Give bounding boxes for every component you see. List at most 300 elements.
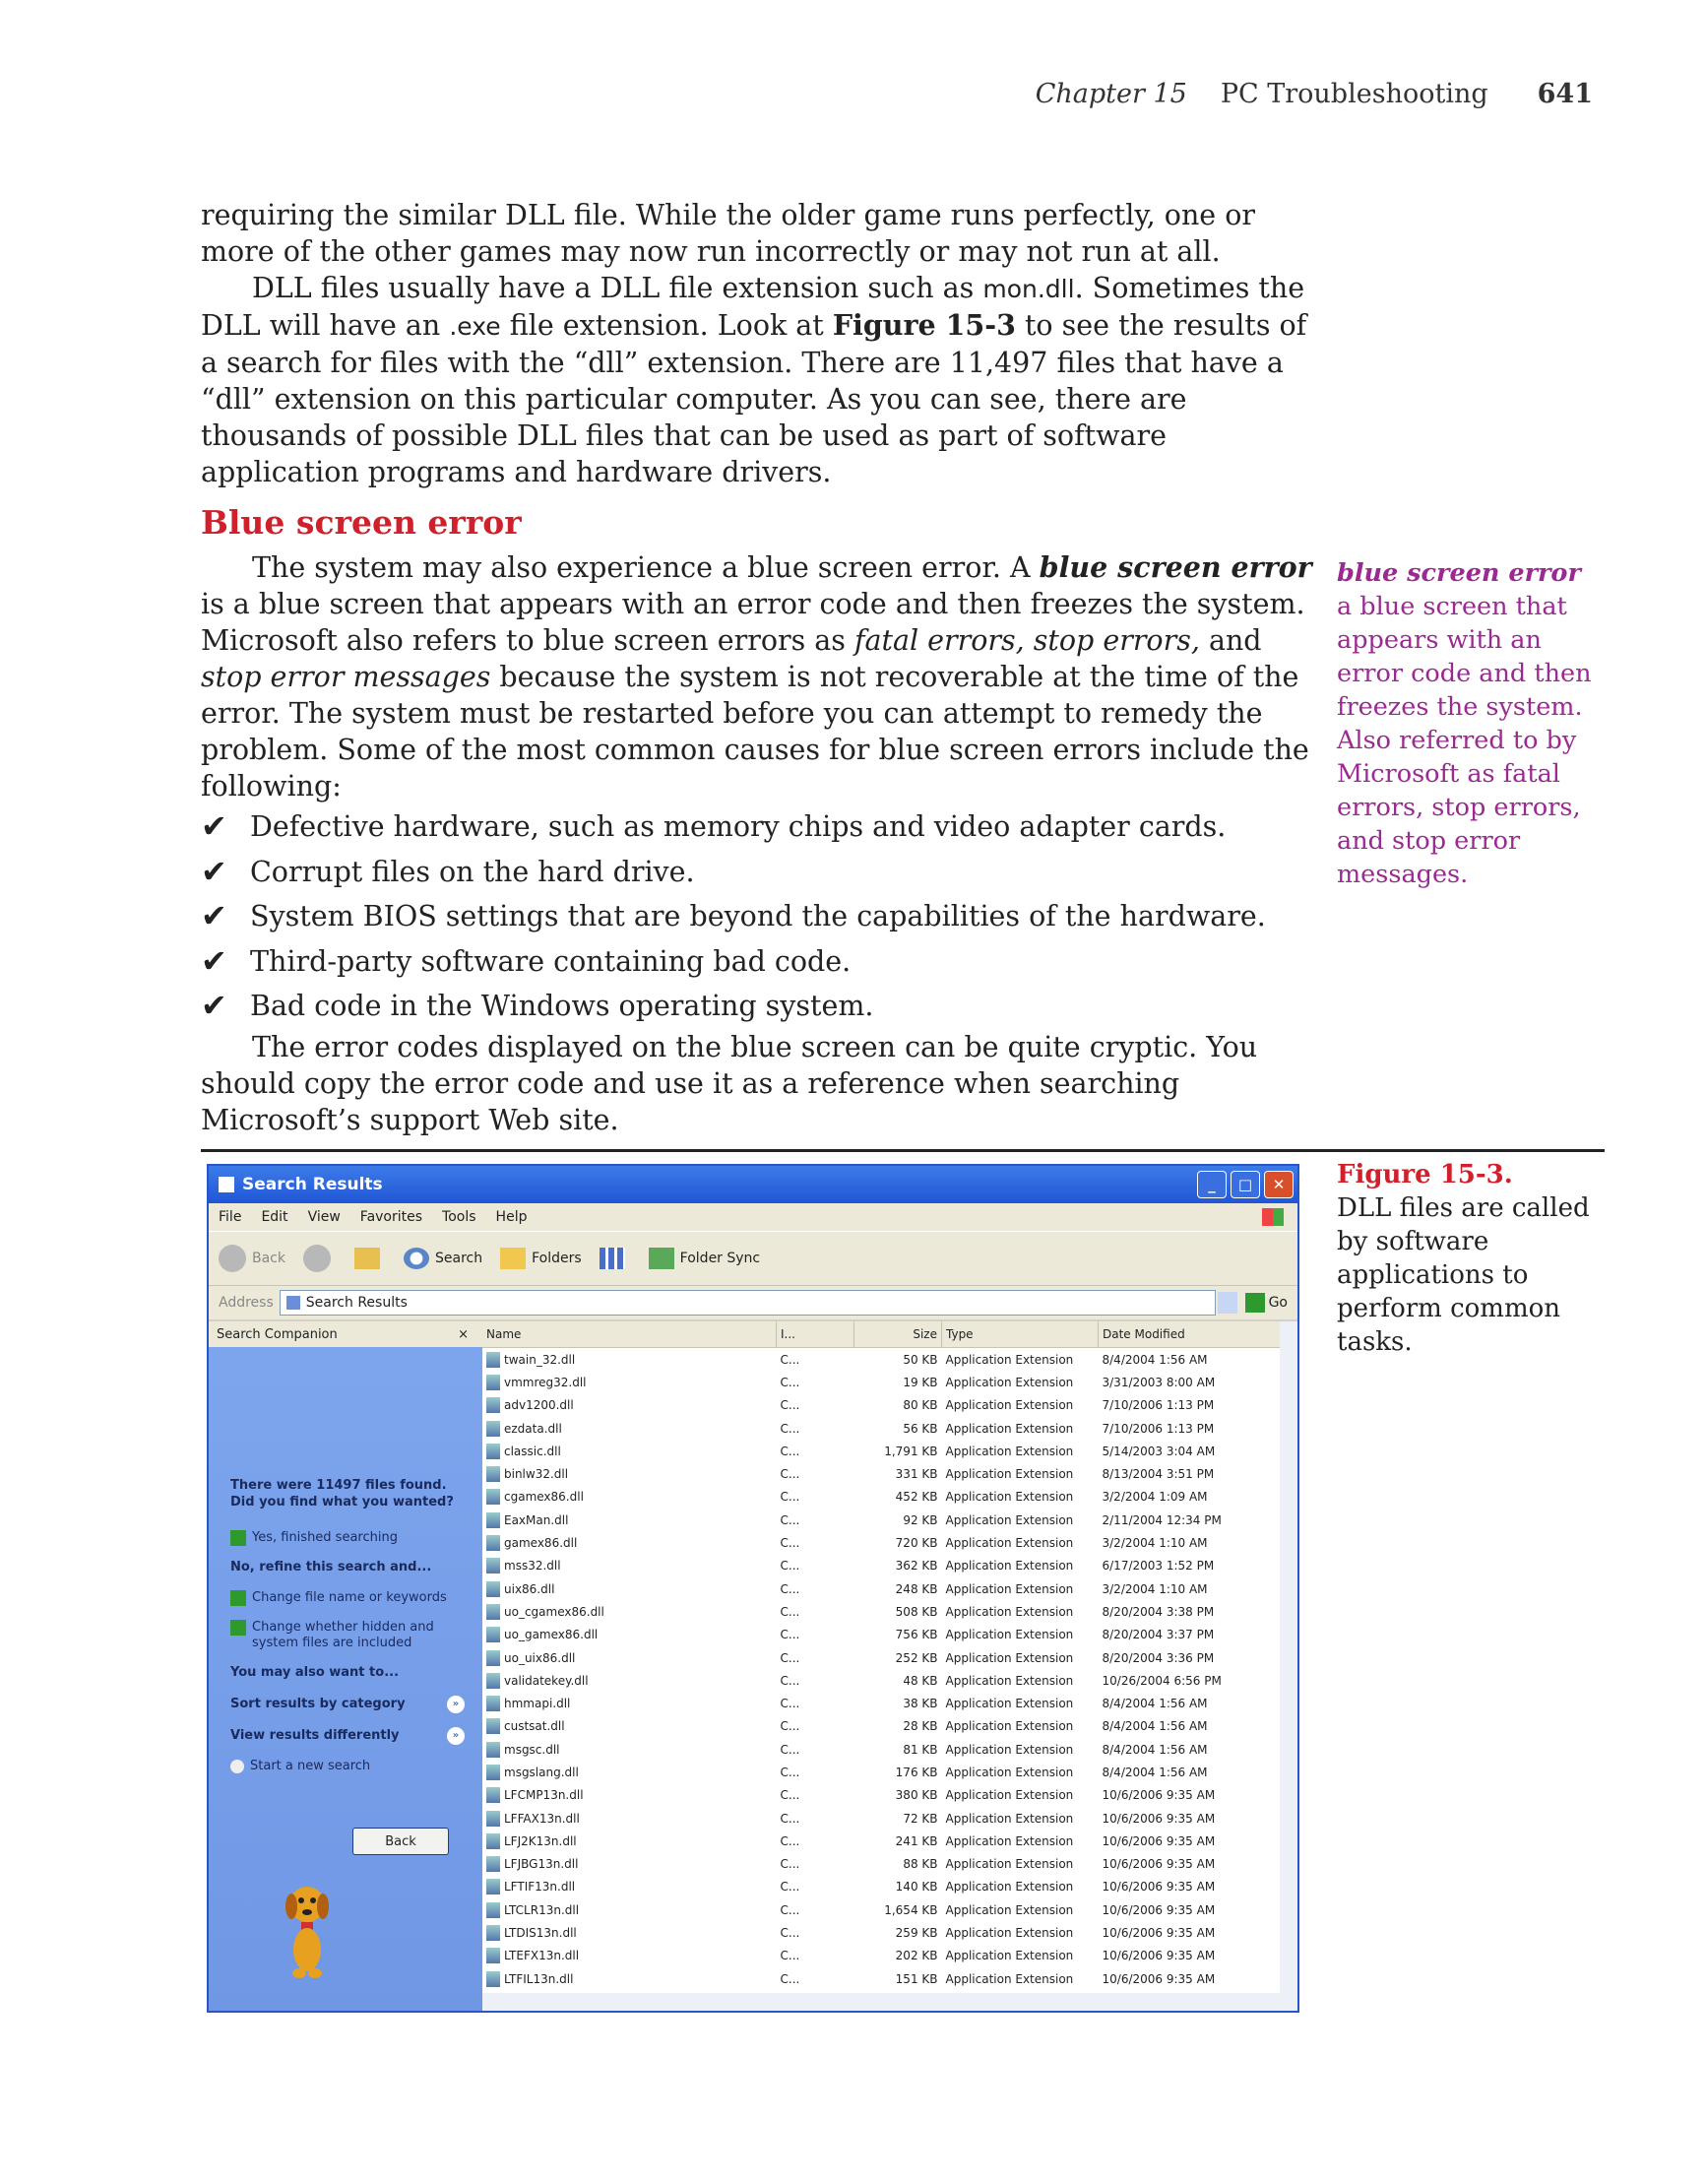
date-cell: 5/14/2003 3:04 AM xyxy=(1102,1444,1216,1458)
file-name: cgamex86.dll xyxy=(504,1490,584,1505)
size-cell: 380 KB xyxy=(895,1788,938,1803)
in-folder-cell: C... xyxy=(780,1971,800,1986)
key-term: blue screen error xyxy=(1039,550,1312,584)
type-cell: Application Extension xyxy=(945,1444,1074,1458)
menu-favorites[interactable]: Favorites xyxy=(359,1209,423,1225)
go-label: Go xyxy=(1268,1295,1288,1311)
table-header-row xyxy=(482,1321,1285,1348)
bullet-text: System BIOS settings that are beyond the capabilities of the hardware. xyxy=(250,900,1266,933)
size-cell: 56 KB xyxy=(903,1421,938,1436)
dll-file-icon xyxy=(486,1375,500,1390)
size-cell: 1,791 KB xyxy=(884,1444,938,1458)
dll-file-icon xyxy=(486,1466,500,1482)
file-name: uo_gamex86.dll xyxy=(504,1628,599,1642)
table-row[interactable] xyxy=(482,1715,1285,1738)
file-name-cell xyxy=(482,1462,776,1485)
type-cell: Application Extension xyxy=(945,1857,1074,1872)
table-row[interactable] xyxy=(482,1600,1285,1623)
check-icon: ✔ xyxy=(201,852,227,890)
companion-title: Search Companion xyxy=(217,1326,338,1342)
menu-view[interactable]: View xyxy=(307,1209,341,1225)
dll-file-icon xyxy=(486,1581,500,1597)
sort-results-option[interactable] xyxy=(230,1696,465,1713)
in-folder-cell: C... xyxy=(780,1628,800,1642)
view-results-label: View results differently xyxy=(230,1728,400,1743)
check-icon: ✔ xyxy=(201,987,227,1025)
go-button[interactable] xyxy=(1245,1293,1288,1313)
type-cell: Application Extension xyxy=(945,1742,1074,1757)
address-dropdown-icon[interactable] xyxy=(1218,1292,1237,1314)
date-cell: 10/6/2006 9:35 AM xyxy=(1102,1857,1216,1872)
date-cell: 10/26/2004 6:56 PM xyxy=(1102,1673,1222,1688)
p3-text-a: The system may also experience a blue screen error. A xyxy=(252,551,1040,584)
go-arrow-icon xyxy=(1245,1293,1265,1313)
check-icon: ✔ xyxy=(201,941,227,980)
size-cell: 151 KB xyxy=(895,1971,938,1986)
bullet-text: Corrupt files on the hard drive. xyxy=(250,855,695,888)
caption-label: Figure 15-3. xyxy=(1337,1160,1513,1189)
dll-file-icon xyxy=(486,1421,500,1437)
p3-italic-2: stop error messages xyxy=(201,661,491,693)
size-cell: 362 KB xyxy=(895,1559,938,1574)
file-name-cell xyxy=(482,1692,776,1714)
dll-file-icon xyxy=(486,1535,500,1551)
menu-edit[interactable]: Edit xyxy=(261,1209,288,1225)
windows-logo-icon xyxy=(1262,1208,1284,1226)
type-cell: Application Extension xyxy=(945,1788,1074,1803)
menu-file[interactable]: File xyxy=(219,1209,242,1225)
window-icon xyxy=(219,1177,234,1192)
paragraph-4: The error codes displayed on the blue screen can be quite cryptic. You should copy the error code and use it as a reference when searching Microsoft’s support Web site. xyxy=(201,1030,1258,1136)
address-folder-icon xyxy=(286,1296,300,1310)
check-icon: ✔ xyxy=(201,897,227,935)
file-name-cell xyxy=(482,1761,776,1783)
dll-file-icon xyxy=(486,1444,500,1459)
toolbar xyxy=(209,1231,1297,1285)
horizontal-scrollbar[interactable] xyxy=(482,1993,1280,2011)
view-results-option[interactable] xyxy=(230,1727,465,1745)
type-cell: Application Extension xyxy=(945,1581,1074,1596)
date-cell: 3/2/2004 1:10 AM xyxy=(1102,1581,1208,1596)
type-cell: Application Extension xyxy=(945,1559,1074,1574)
file-name: msgslang.dll xyxy=(504,1765,579,1779)
refine-heading: No, refine this search and... xyxy=(230,1560,432,1574)
size-cell: 331 KB xyxy=(895,1467,938,1482)
dll-file-icon xyxy=(486,1397,500,1413)
change-hidden-option[interactable] xyxy=(230,1620,465,1651)
file-name-cell xyxy=(482,1531,776,1554)
date-cell: 10/6/2006 9:35 AM xyxy=(1102,1833,1216,1848)
bullet-list xyxy=(201,804,1313,1029)
size-cell: 756 KB xyxy=(895,1628,938,1642)
dll-file-icon xyxy=(486,1696,500,1711)
file-name-cell xyxy=(482,1967,776,1990)
table-row[interactable] xyxy=(482,1577,1285,1600)
dll-file-icon xyxy=(486,1925,500,1941)
folder-sync-button[interactable] xyxy=(649,1248,760,1269)
folder-sync-icon xyxy=(649,1248,674,1269)
in-folder-cell: C... xyxy=(780,1902,800,1917)
file-name-cell xyxy=(482,1715,776,1738)
file-name: EaxMan.dll xyxy=(504,1512,569,1527)
type-cell: Application Extension xyxy=(945,1811,1074,1826)
results-table xyxy=(482,1321,1285,1990)
close-button[interactable]: ✕ xyxy=(1264,1171,1294,1198)
table-row[interactable] xyxy=(482,1784,1285,1807)
table-row[interactable] xyxy=(482,1738,1285,1761)
type-cell: Application Extension xyxy=(945,1490,1074,1505)
companion-back-button[interactable]: Back xyxy=(352,1828,449,1855)
column-type[interactable]: Type xyxy=(942,1321,1099,1348)
dll-file-icon xyxy=(486,1650,500,1666)
file-name-cell xyxy=(482,1555,776,1577)
in-folder-cell: C... xyxy=(780,1375,800,1389)
file-name: adv1200.dll xyxy=(504,1398,574,1413)
results-question: There were 11497 files found. Did you find what you wanted? xyxy=(230,1478,454,1510)
column-date-modified[interactable]: Date Modified xyxy=(1099,1321,1285,1348)
dll-file-icon xyxy=(486,1718,500,1734)
menu-tools[interactable]: Tools xyxy=(442,1209,476,1225)
type-cell: Application Extension xyxy=(945,1697,1074,1711)
size-cell: 92 KB xyxy=(903,1512,938,1527)
table-row[interactable] xyxy=(482,1555,1285,1577)
table-row[interactable] xyxy=(482,1462,1285,1485)
address-value: Search Results xyxy=(305,1295,408,1311)
table-row[interactable] xyxy=(482,1921,1285,1944)
file-name-cell xyxy=(482,1440,776,1462)
p2-text-c: file extension. Look at xyxy=(500,309,833,342)
dll-file-icon xyxy=(486,1765,500,1780)
search-dog-icon xyxy=(278,1873,337,1981)
size-cell: 720 KB xyxy=(895,1536,938,1551)
table-row[interactable] xyxy=(482,1348,1285,1372)
table-row[interactable] xyxy=(482,1761,1285,1783)
file-name: LFFAX13n.dll xyxy=(504,1811,580,1826)
list-item xyxy=(201,984,1313,1029)
file-name: LFJ2K13n.dll xyxy=(504,1833,577,1848)
in-folder-cell: C... xyxy=(780,1673,800,1688)
file-name-cell xyxy=(482,1830,776,1852)
date-cell: 8/4/2004 1:56 AM xyxy=(1102,1742,1208,1757)
p3-text-d: because the system is not recoverable at the time of the error. The system must be restarted before you can attempt to remedy the problem. Some of the most common causes for blue screen errors include the following: xyxy=(201,661,1309,803)
body-text xyxy=(201,197,1313,1138)
type-cell: Application Extension xyxy=(945,1650,1074,1665)
file-name-cell xyxy=(482,1738,776,1761)
file-name: LTEFX13n.dll xyxy=(504,1949,580,1963)
dll-file-icon xyxy=(486,1627,500,1642)
type-cell: Application Extension xyxy=(945,1971,1074,1986)
size-cell: 80 KB xyxy=(903,1398,938,1413)
in-folder-cell: C... xyxy=(780,1490,800,1505)
date-cell: 8/20/2004 3:38 PM xyxy=(1102,1604,1215,1619)
size-cell: 508 KB xyxy=(895,1604,938,1619)
date-cell: 3/31/2003 8:00 AM xyxy=(1102,1375,1216,1389)
file-name: uo_cgamex86.dll xyxy=(504,1604,604,1619)
table-row[interactable] xyxy=(482,1417,1285,1440)
views-button[interactable] xyxy=(600,1248,631,1269)
views-icon xyxy=(600,1248,625,1269)
dll-file-icon xyxy=(486,1879,500,1895)
code-exe: .exe xyxy=(449,312,501,341)
forward-arrow-icon xyxy=(303,1245,331,1272)
up-folder-icon xyxy=(354,1248,380,1269)
table-row[interactable] xyxy=(482,1692,1285,1714)
size-cell: 202 KB xyxy=(895,1949,938,1963)
date-cell: 10/6/2006 9:35 AM xyxy=(1102,1880,1216,1895)
dll-file-icon xyxy=(486,1811,500,1827)
date-cell: 6/17/2003 1:52 PM xyxy=(1102,1559,1215,1574)
maximize-button[interactable]: □ xyxy=(1231,1171,1260,1198)
in-folder-cell: C... xyxy=(780,1742,800,1757)
file-name-cell xyxy=(482,1624,776,1646)
date-cell: 8/4/2004 1:56 AM xyxy=(1102,1352,1208,1367)
in-folder-cell: C... xyxy=(780,1719,800,1734)
size-cell: 81 KB xyxy=(903,1742,938,1757)
file-name-cell xyxy=(482,1646,776,1669)
in-folder-cell: C... xyxy=(780,1811,800,1826)
dll-file-icon xyxy=(486,1787,500,1803)
list-item xyxy=(201,850,1313,895)
file-name-cell xyxy=(482,1669,776,1692)
menu-help[interactable]: Help xyxy=(495,1209,528,1225)
type-cell: Application Extension xyxy=(945,1673,1074,1688)
chapter-title: PC Troubleshooting xyxy=(1220,79,1488,109)
back-label: Back xyxy=(252,1251,285,1266)
table-row[interactable] xyxy=(482,1394,1285,1417)
type-cell: Application Extension xyxy=(945,1604,1074,1619)
menu-bar xyxy=(209,1203,1297,1231)
file-name-cell xyxy=(482,1509,776,1531)
table-row[interactable] xyxy=(482,1898,1285,1921)
table-row[interactable] xyxy=(482,1509,1285,1531)
date-cell: 7/10/2006 1:13 PM xyxy=(1102,1421,1215,1436)
type-cell: Application Extension xyxy=(945,1536,1074,1551)
table-row[interactable] xyxy=(482,1669,1285,1692)
in-folder-cell: C... xyxy=(780,1444,800,1458)
change-name-option[interactable] xyxy=(230,1590,465,1606)
search-button[interactable] xyxy=(404,1248,482,1269)
file-name-cell xyxy=(482,1600,776,1623)
date-cell: 10/6/2006 9:35 AM xyxy=(1102,1971,1216,1986)
dll-file-icon xyxy=(486,1352,500,1368)
search-companion-pane xyxy=(209,1321,482,2011)
also-heading: You may also want to... xyxy=(230,1665,400,1680)
table-row[interactable] xyxy=(482,1371,1285,1393)
chapter-label: Chapter 15 xyxy=(1035,79,1187,109)
check-icon: ✔ xyxy=(201,807,227,846)
date-cell: 10/6/2006 9:35 AM xyxy=(1102,1926,1216,1941)
column-in-folder[interactable]: I... xyxy=(777,1321,854,1348)
new-search-link[interactable] xyxy=(230,1759,465,1773)
search-icon xyxy=(404,1248,429,1269)
type-cell: Application Extension xyxy=(945,1352,1074,1367)
file-name-cell xyxy=(482,1394,776,1417)
date-cell: 3/2/2004 1:09 AM xyxy=(1102,1490,1208,1505)
table-row[interactable] xyxy=(482,1945,1285,1967)
type-cell: Application Extension xyxy=(945,1375,1074,1389)
date-cell: 10/6/2006 9:35 AM xyxy=(1102,1811,1216,1826)
companion-header xyxy=(209,1321,482,1347)
size-cell: 88 KB xyxy=(903,1857,938,1872)
file-name-cell xyxy=(482,1417,776,1440)
p3-text-b: is a blue screen that appears with an error code and then freezes the system. Microsoft also refers to blue screen errors as xyxy=(201,588,1305,657)
dll-file-icon xyxy=(486,1558,500,1574)
vertical-scrollbar[interactable] xyxy=(1280,1321,1297,2011)
size-cell: 248 KB xyxy=(895,1581,938,1596)
size-cell: 48 KB xyxy=(903,1673,938,1688)
running-header xyxy=(1036,79,1593,109)
dll-file-icon xyxy=(486,1856,500,1872)
file-name: LTCLR13n.dll xyxy=(504,1902,580,1917)
glossary-term: blue screen error xyxy=(1337,558,1581,588)
file-name: validatekey.dll xyxy=(504,1673,589,1688)
change-hidden-label: Change whether hidden and system files are included xyxy=(252,1620,434,1650)
file-name: mss32.dll xyxy=(504,1559,561,1574)
p3-italic-1: fatal errors, stop errors, xyxy=(853,624,1200,657)
yes-finished-option[interactable] xyxy=(230,1530,465,1546)
file-name-cell xyxy=(482,1486,776,1509)
arrow-right-icon xyxy=(230,1590,246,1606)
file-name: twain_32.dll xyxy=(504,1352,576,1367)
file-name: custsat.dll xyxy=(504,1719,565,1734)
dll-file-icon xyxy=(486,1902,500,1918)
in-folder-cell: C... xyxy=(780,1880,800,1895)
dll-file-icon xyxy=(486,1833,500,1849)
margin-glossary xyxy=(1337,556,1598,891)
main-pane xyxy=(209,1321,1297,2011)
dll-file-icon xyxy=(486,1673,500,1689)
in-folder-cell: C... xyxy=(780,1581,800,1596)
column-size[interactable]: Size xyxy=(854,1321,942,1348)
search-icon xyxy=(230,1760,244,1773)
companion-close-icon[interactable]: × xyxy=(458,1326,469,1342)
type-cell: Application Extension xyxy=(945,1421,1074,1436)
type-cell: Application Extension xyxy=(945,1467,1074,1482)
table-body xyxy=(482,1348,1285,1991)
file-name-cell xyxy=(482,1921,776,1944)
file-name-cell xyxy=(482,1348,776,1371)
change-name-label: Change file name or keywords xyxy=(252,1590,447,1605)
up-folder-button[interactable] xyxy=(354,1248,386,1269)
in-folder-cell: C... xyxy=(780,1697,800,1711)
arrow-right-icon xyxy=(230,1620,246,1636)
table-row[interactable] xyxy=(482,1440,1285,1462)
p2-text-d: to see the results of a search for files with the “dll” extension. There are 11,497 files that have a “dll” extension on this particular computer. As you can see, there are thousands of possible DLL files that can be used as part of software application programs and hardware drivers. xyxy=(201,309,1307,488)
date-cell: 10/6/2006 9:35 AM xyxy=(1102,1902,1216,1917)
size-cell: 72 KB xyxy=(903,1811,938,1826)
bullet-text: Third-party software containing bad code. xyxy=(250,944,852,978)
table-row[interactable] xyxy=(482,1624,1285,1646)
chevron-down-icon: » xyxy=(447,1696,465,1713)
p3-text-c: and xyxy=(1199,624,1262,657)
list-item xyxy=(201,939,1313,985)
dll-file-icon xyxy=(486,1512,500,1528)
paragraph-2 xyxy=(201,270,1313,490)
file-name: uo_uix86.dll xyxy=(504,1650,576,1665)
folders-label: Folders xyxy=(532,1251,582,1266)
section-heading: Blue screen error xyxy=(201,503,522,542)
date-cell: 8/4/2004 1:56 AM xyxy=(1102,1765,1208,1779)
date-cell: 10/6/2006 9:35 AM xyxy=(1102,1949,1216,1963)
date-cell: 8/4/2004 1:56 AM xyxy=(1102,1697,1208,1711)
search-label: Search xyxy=(435,1251,483,1266)
type-cell: Application Extension xyxy=(945,1719,1074,1734)
paragraph-3 xyxy=(201,549,1313,804)
list-item xyxy=(201,894,1313,939)
type-cell: Application Extension xyxy=(945,1765,1074,1779)
size-cell: 28 KB xyxy=(903,1719,938,1734)
figure-rule xyxy=(201,1149,1605,1152)
table-row[interactable] xyxy=(482,1486,1285,1509)
glossary-definition: a blue screen that appears with an error code and then freezes the system. Also referred to by Microsoft as fatal errors, stop errors, and stop error messages. xyxy=(1337,592,1592,889)
p2-text-b: . Sometimes the DLL will have an xyxy=(201,272,1305,342)
date-cell: 8/20/2004 3:37 PM xyxy=(1102,1628,1215,1642)
back-button[interactable] xyxy=(219,1245,285,1272)
type-cell: Application Extension xyxy=(945,1926,1074,1941)
file-name-cell xyxy=(482,1945,776,1967)
bullet-text: Defective hardware, such as memory chips and video adapter cards. xyxy=(250,810,1227,844)
table-row[interactable] xyxy=(482,1967,1285,1990)
date-cell: 8/20/2004 3:36 PM xyxy=(1102,1650,1215,1665)
bullet-text: Bad code in the Windows operating system. xyxy=(250,990,874,1023)
file-name: binlw32.dll xyxy=(504,1467,569,1482)
date-cell: 8/13/2004 3:51 PM xyxy=(1102,1467,1215,1482)
in-folder-cell: C... xyxy=(780,1857,800,1872)
date-cell: 2/11/2004 12:34 PM xyxy=(1102,1512,1222,1527)
file-name: LFCMP13n.dll xyxy=(504,1788,584,1803)
table-row[interactable] xyxy=(482,1830,1285,1852)
table-row[interactable] xyxy=(482,1531,1285,1554)
size-cell: 50 KB xyxy=(903,1352,938,1367)
table-row[interactable] xyxy=(482,1646,1285,1669)
size-cell: 140 KB xyxy=(895,1880,938,1895)
column-name[interactable]: Name xyxy=(482,1321,777,1348)
table-row[interactable] xyxy=(482,1853,1285,1876)
file-name-cell xyxy=(482,1853,776,1876)
file-name-cell xyxy=(482,1876,776,1898)
page-number: 641 xyxy=(1537,79,1593,109)
in-folder-cell: C... xyxy=(780,1559,800,1574)
minimize-button[interactable]: _ xyxy=(1197,1171,1227,1198)
in-folder-cell: C... xyxy=(780,1949,800,1963)
file-name: ezdata.dll xyxy=(504,1421,562,1436)
paragraph-1: requiring the similar DLL file. While the older game runs perfectly, one or more of the other games may now run incorrectly or may not run at all. xyxy=(201,199,1256,268)
list-item xyxy=(201,804,1313,850)
file-name-cell xyxy=(482,1577,776,1600)
date-cell: 7/10/2006 1:13 PM xyxy=(1102,1398,1215,1413)
folders-button[interactable] xyxy=(500,1248,582,1269)
in-folder-cell: C... xyxy=(780,1650,800,1665)
size-cell: 241 KB xyxy=(895,1833,938,1848)
dll-file-icon xyxy=(486,1604,500,1620)
type-cell: Application Extension xyxy=(945,1880,1074,1895)
forward-button[interactable] xyxy=(303,1245,337,1272)
size-cell: 1,654 KB xyxy=(884,1902,938,1917)
folders-icon xyxy=(500,1248,526,1269)
dll-file-icon xyxy=(486,1948,500,1963)
file-name: uix86.dll xyxy=(504,1581,555,1596)
results-list xyxy=(482,1321,1297,2011)
dll-file-icon xyxy=(486,1971,500,1987)
in-folder-cell: C... xyxy=(780,1833,800,1848)
file-name: msgsc.dll xyxy=(504,1742,560,1757)
file-name: LFJBG13n.dll xyxy=(504,1857,579,1872)
sort-results-label: Sort results by category xyxy=(230,1697,406,1711)
address-input[interactable] xyxy=(280,1290,1216,1316)
in-folder-cell: C... xyxy=(780,1421,800,1436)
table-row[interactable] xyxy=(482,1807,1285,1830)
table-row[interactable] xyxy=(482,1876,1285,1898)
